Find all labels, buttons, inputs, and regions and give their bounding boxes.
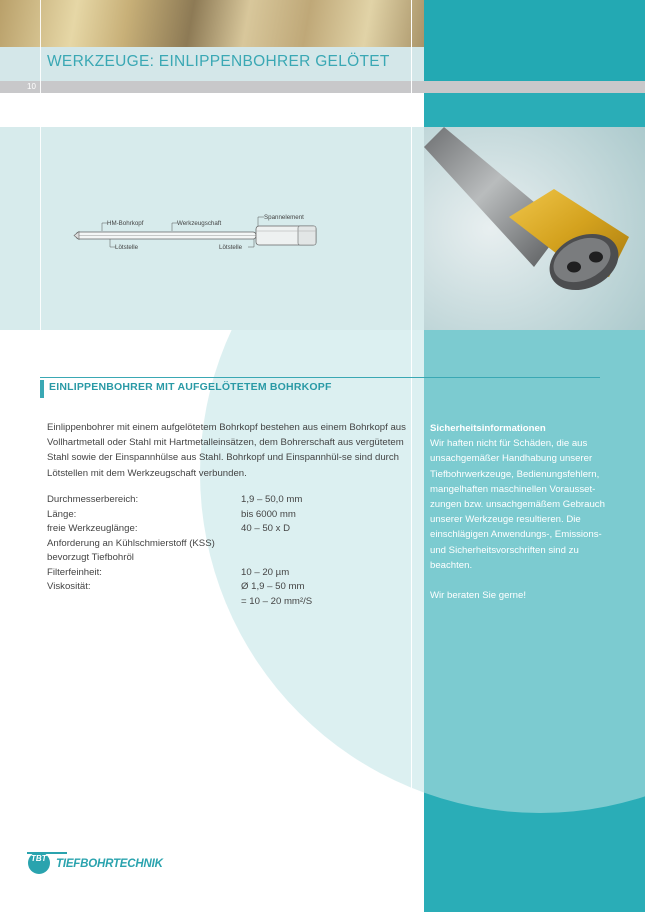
diagram-panel [0, 127, 424, 330]
drill-head-illustration [424, 127, 645, 330]
drill-schematic [0, 127, 424, 330]
label-loetstelle-right: Lötstelle [219, 244, 243, 251]
spec-label: Länge: [47, 509, 77, 520]
spec-value: 10 – 20 µm [241, 567, 290, 578]
safety-line: zungen bzw. unsachgemäßem Gebrauch [430, 499, 605, 511]
safety-line: mangelhaften maschinellen Vorausset- [430, 483, 596, 495]
safety-line: Tiefbohrwerkzeuge, Bedienungsfehlern, [430, 468, 600, 480]
drill-head-photo [424, 127, 645, 330]
safety-heading: Sicherheitsinformationen [430, 423, 546, 434]
spec-label: Viskosität: [47, 581, 91, 592]
label-hm-bohrkopf: HM-Bohrkopf [107, 220, 144, 227]
section-body: Einlippenbohrer mit einem aufgelötetem Bohrkopf bestehen aus einem Bohrkopf aus Vollhartmetall oder Stahl mit Hartmetalleinsätzen, dem Bohrerschaft aus vergütetem Stahl sowie der Einspannhülse aus Stahl. Bohrkopf und Einspannhül-se sind durch Lötstellen mit dem Werkzeugschaft verbunden. [47, 422, 406, 479]
spec-value: Ø 1,9 – 50 mm [241, 581, 305, 592]
spec-value: = 10 – 20 mm²/S [241, 596, 313, 607]
label-werkzeugschaft: Werkzeugschaft [177, 220, 222, 227]
guide-line-right [411, 0, 412, 912]
guide-line-left [40, 0, 41, 912]
page-number: 10 [27, 82, 36, 91]
spec-label: Filterfeinheit: [47, 567, 102, 578]
safety-line: beachten. [430, 559, 473, 571]
safety-line: unsachgemäßer Handhabung unserer [430, 453, 593, 465]
header-accent-block [424, 0, 645, 47]
safety-line: und Sicherheitsvorschriften sind zu [430, 544, 579, 556]
spec-label: bevorzugt Tiefbohröl [47, 552, 134, 563]
spec-value: 1,9 – 50,0 mm [241, 494, 303, 505]
section-rule [40, 377, 600, 378]
safety-info [430, 421, 615, 603]
page-title: WERKZEUGE: EINLIPPENBOHRER GELÖTET [47, 53, 390, 70]
label-spannelement: Spannelement [264, 214, 304, 221]
title-band-accent [424, 47, 645, 81]
safety-line: Wir haften nicht für Schäden, die aus [430, 438, 588, 450]
grey-divider-bar [0, 81, 645, 93]
spec-label: Durchmesserbereich: [47, 494, 139, 505]
safety-line: unserer Werkzeuge resultieren. Die [430, 514, 581, 526]
spec-label: Anforderung an Kühlschmierstoff (KSS) [47, 538, 215, 549]
spec-value: bis 6000 mm [241, 509, 296, 520]
spec-value: 40 – 50 x D [241, 523, 291, 534]
section-marker [40, 380, 44, 398]
logo-wordmark: TIEFBOHRTECHNIK [56, 858, 163, 870]
label-loetstelle-left: Lötstelle [115, 244, 139, 251]
header-photo-banner [0, 0, 424, 47]
safety-line: einschlägigen Anwendungs-, Emissions- [430, 529, 602, 541]
safety-closing: Wir beraten Sie gerne! [430, 590, 526, 602]
logo-mark: TBT [31, 854, 47, 863]
spec-label: freie Werkzeuglänge: [47, 523, 138, 534]
section-heading: EINLIPPENBOHRER MIT AUFGELÖTETEM BOHRKOPF [49, 381, 332, 393]
